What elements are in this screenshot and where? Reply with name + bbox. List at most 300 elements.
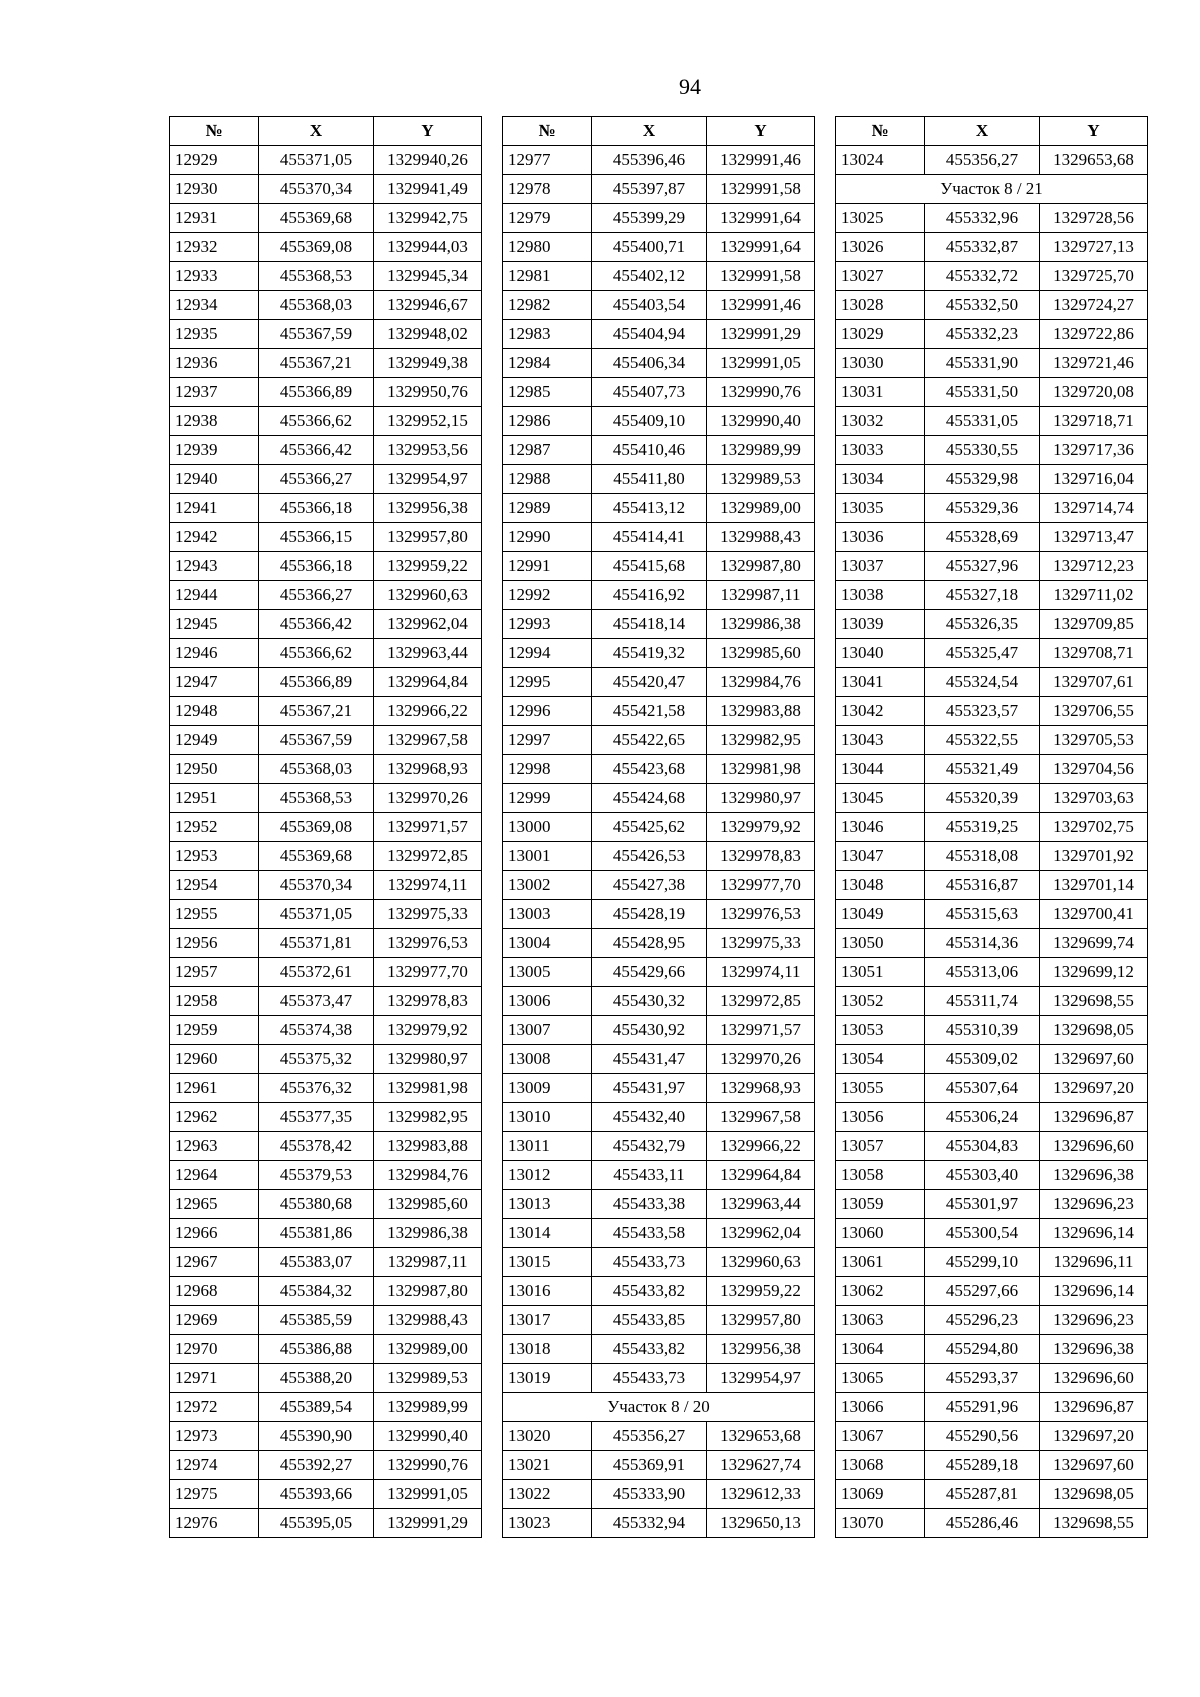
x-coordinate: 455426,53 bbox=[592, 842, 707, 871]
table-row bbox=[503, 900, 815, 929]
table-row bbox=[170, 1074, 482, 1103]
header-num: № bbox=[170, 117, 259, 146]
point-number: 12965 bbox=[170, 1190, 259, 1219]
y-coordinate: 1329701,14 bbox=[1040, 871, 1148, 900]
point-number: 13012 bbox=[503, 1161, 592, 1190]
point-number: 12956 bbox=[170, 929, 259, 958]
section-row bbox=[836, 175, 1148, 204]
y-coordinate: 1329962,04 bbox=[374, 610, 482, 639]
y-coordinate: 1329971,57 bbox=[374, 813, 482, 842]
table-row bbox=[503, 1132, 815, 1161]
x-coordinate: 455419,32 bbox=[592, 639, 707, 668]
table-row bbox=[170, 1393, 482, 1422]
point-number: 13049 bbox=[836, 900, 925, 929]
point-number: 12957 bbox=[170, 958, 259, 987]
point-number: 13036 bbox=[836, 523, 925, 552]
table-row bbox=[170, 378, 482, 407]
table-row bbox=[170, 146, 482, 175]
table-row bbox=[170, 1277, 482, 1306]
point-number: 12992 bbox=[503, 581, 592, 610]
table-row bbox=[836, 1277, 1148, 1306]
point-number: 13041 bbox=[836, 668, 925, 697]
point-number: 12995 bbox=[503, 668, 592, 697]
y-coordinate: 1329980,97 bbox=[374, 1045, 482, 1074]
y-coordinate: 1329963,44 bbox=[374, 639, 482, 668]
y-coordinate: 1329706,55 bbox=[1040, 697, 1148, 726]
table-row bbox=[170, 639, 482, 668]
table-row bbox=[836, 1451, 1148, 1480]
y-coordinate: 1329954,97 bbox=[374, 465, 482, 494]
table-row bbox=[836, 320, 1148, 349]
x-coordinate: 455367,59 bbox=[259, 320, 374, 349]
y-coordinate: 1329989,99 bbox=[707, 436, 815, 465]
x-coordinate: 455414,41 bbox=[592, 523, 707, 552]
table-row bbox=[503, 639, 815, 668]
table-row bbox=[836, 349, 1148, 378]
table-row bbox=[836, 639, 1148, 668]
y-coordinate: 1329698,05 bbox=[1040, 1480, 1148, 1509]
y-coordinate: 1329971,57 bbox=[707, 1016, 815, 1045]
table-row bbox=[503, 523, 815, 552]
x-coordinate: 455416,92 bbox=[592, 581, 707, 610]
point-number: 13034 bbox=[836, 465, 925, 494]
y-coordinate: 1329986,38 bbox=[374, 1219, 482, 1248]
point-number: 12935 bbox=[170, 320, 259, 349]
y-coordinate: 1329698,55 bbox=[1040, 1509, 1148, 1538]
x-coordinate: 455356,27 bbox=[925, 146, 1040, 175]
y-coordinate: 1329957,80 bbox=[707, 1306, 815, 1335]
point-number: 13017 bbox=[503, 1306, 592, 1335]
y-coordinate: 1329991,29 bbox=[707, 320, 815, 349]
table-row bbox=[836, 407, 1148, 436]
point-number: 13013 bbox=[503, 1190, 592, 1219]
table-row bbox=[836, 1480, 1148, 1509]
point-number: 12929 bbox=[170, 146, 259, 175]
y-coordinate: 1329707,61 bbox=[1040, 668, 1148, 697]
point-number: 13035 bbox=[836, 494, 925, 523]
x-coordinate: 455368,03 bbox=[259, 755, 374, 784]
point-number: 13046 bbox=[836, 813, 925, 842]
table-row bbox=[836, 1219, 1148, 1248]
point-number: 13010 bbox=[503, 1103, 592, 1132]
table-row bbox=[170, 581, 482, 610]
table-row bbox=[170, 1161, 482, 1190]
y-coordinate: 1329720,08 bbox=[1040, 378, 1148, 407]
point-number: 13055 bbox=[836, 1074, 925, 1103]
table-row bbox=[503, 175, 815, 204]
point-number: 13065 bbox=[836, 1364, 925, 1393]
table-row bbox=[836, 233, 1148, 262]
y-coordinate: 1329705,53 bbox=[1040, 726, 1148, 755]
y-coordinate: 1329989,00 bbox=[374, 1335, 482, 1364]
table-row bbox=[836, 204, 1148, 233]
point-number: 12981 bbox=[503, 262, 592, 291]
y-coordinate: 1329991,29 bbox=[374, 1509, 482, 1538]
point-number: 12997 bbox=[503, 726, 592, 755]
point-number: 12974 bbox=[170, 1451, 259, 1480]
table-row bbox=[503, 291, 815, 320]
x-coordinate: 455311,74 bbox=[925, 987, 1040, 1016]
x-coordinate: 455310,39 bbox=[925, 1016, 1040, 1045]
y-coordinate: 1329712,23 bbox=[1040, 552, 1148, 581]
table-row bbox=[503, 1451, 815, 1480]
x-coordinate: 455407,73 bbox=[592, 378, 707, 407]
y-coordinate: 1329976,53 bbox=[374, 929, 482, 958]
table-row bbox=[836, 1190, 1148, 1219]
x-coordinate: 455369,08 bbox=[259, 813, 374, 842]
point-number: 13009 bbox=[503, 1074, 592, 1103]
point-number: 12946 bbox=[170, 639, 259, 668]
x-coordinate: 455307,64 bbox=[925, 1074, 1040, 1103]
y-coordinate: 1329699,74 bbox=[1040, 929, 1148, 958]
y-coordinate: 1329956,38 bbox=[707, 1335, 815, 1364]
point-number: 12941 bbox=[170, 494, 259, 523]
point-number: 12952 bbox=[170, 813, 259, 842]
y-coordinate: 1329964,84 bbox=[707, 1161, 815, 1190]
point-number: 13026 bbox=[836, 233, 925, 262]
table-row bbox=[170, 1248, 482, 1277]
x-coordinate: 455433,58 bbox=[592, 1219, 707, 1248]
point-number: 13038 bbox=[836, 581, 925, 610]
y-coordinate: 1329696,23 bbox=[1040, 1306, 1148, 1335]
point-number: 12948 bbox=[170, 697, 259, 726]
point-number: 12991 bbox=[503, 552, 592, 581]
table-row bbox=[836, 755, 1148, 784]
x-coordinate: 455286,46 bbox=[925, 1509, 1040, 1538]
table-row bbox=[170, 552, 482, 581]
table-row bbox=[170, 813, 482, 842]
point-number: 12932 bbox=[170, 233, 259, 262]
point-number: 12943 bbox=[170, 552, 259, 581]
table-row bbox=[503, 1306, 815, 1335]
y-coordinate: 1329975,33 bbox=[374, 900, 482, 929]
y-coordinate: 1329989,99 bbox=[374, 1393, 482, 1422]
y-coordinate: 1329972,85 bbox=[374, 842, 482, 871]
x-coordinate: 455420,47 bbox=[592, 668, 707, 697]
x-coordinate: 455404,94 bbox=[592, 320, 707, 349]
point-number: 13001 bbox=[503, 842, 592, 871]
table-row bbox=[503, 1480, 815, 1509]
point-number: 12945 bbox=[170, 610, 259, 639]
x-coordinate: 455366,18 bbox=[259, 494, 374, 523]
y-coordinate: 1329650,13 bbox=[707, 1509, 815, 1538]
table-row bbox=[170, 262, 482, 291]
y-coordinate: 1329990,40 bbox=[374, 1422, 482, 1451]
y-coordinate: 1329968,93 bbox=[707, 1074, 815, 1103]
x-coordinate: 455397,87 bbox=[592, 175, 707, 204]
table-row bbox=[170, 1422, 482, 1451]
table-row bbox=[170, 349, 482, 378]
table-row bbox=[170, 697, 482, 726]
table-row bbox=[170, 175, 482, 204]
y-coordinate: 1329697,20 bbox=[1040, 1074, 1148, 1103]
y-coordinate: 1329991,46 bbox=[707, 146, 815, 175]
table-row bbox=[170, 204, 482, 233]
y-coordinate: 1329979,92 bbox=[374, 1016, 482, 1045]
table-row bbox=[170, 1335, 482, 1364]
point-number: 13028 bbox=[836, 291, 925, 320]
y-coordinate: 1329964,84 bbox=[374, 668, 482, 697]
y-coordinate: 1329974,11 bbox=[707, 958, 815, 987]
table-row bbox=[170, 291, 482, 320]
y-coordinate: 1329988,43 bbox=[374, 1306, 482, 1335]
point-number: 13005 bbox=[503, 958, 592, 987]
x-coordinate: 455383,07 bbox=[259, 1248, 374, 1277]
point-number: 13067 bbox=[836, 1422, 925, 1451]
x-coordinate: 455366,27 bbox=[259, 581, 374, 610]
table-row bbox=[503, 1248, 815, 1277]
point-number: 13019 bbox=[503, 1364, 592, 1393]
y-coordinate: 1329966,22 bbox=[374, 697, 482, 726]
x-coordinate: 455374,38 bbox=[259, 1016, 374, 1045]
table-row bbox=[503, 1422, 815, 1451]
x-coordinate: 455329,36 bbox=[925, 494, 1040, 523]
y-coordinate: 1329696,14 bbox=[1040, 1277, 1148, 1306]
point-number: 12955 bbox=[170, 900, 259, 929]
x-coordinate: 455296,23 bbox=[925, 1306, 1040, 1335]
x-coordinate: 455323,57 bbox=[925, 697, 1040, 726]
x-coordinate: 455366,89 bbox=[259, 668, 374, 697]
table-row bbox=[170, 436, 482, 465]
table-row bbox=[836, 871, 1148, 900]
x-coordinate: 455367,21 bbox=[259, 697, 374, 726]
y-coordinate: 1329728,56 bbox=[1040, 204, 1148, 233]
point-number: 12964 bbox=[170, 1161, 259, 1190]
point-number: 13057 bbox=[836, 1132, 925, 1161]
table-row bbox=[170, 494, 482, 523]
point-number: 12938 bbox=[170, 407, 259, 436]
table-row bbox=[170, 523, 482, 552]
y-coordinate: 1329991,05 bbox=[374, 1480, 482, 1509]
point-number: 13059 bbox=[836, 1190, 925, 1219]
point-number: 12962 bbox=[170, 1103, 259, 1132]
header-y: Y bbox=[707, 117, 815, 146]
y-coordinate: 1329989,53 bbox=[707, 465, 815, 494]
table-row bbox=[836, 697, 1148, 726]
x-coordinate: 455301,97 bbox=[925, 1190, 1040, 1219]
table-row bbox=[503, 871, 815, 900]
point-number: 12967 bbox=[170, 1248, 259, 1277]
y-coordinate: 1329722,86 bbox=[1040, 320, 1148, 349]
point-number: 12994 bbox=[503, 639, 592, 668]
y-coordinate: 1329940,26 bbox=[374, 146, 482, 175]
y-coordinate: 1329987,11 bbox=[374, 1248, 482, 1277]
table-row bbox=[503, 233, 815, 262]
point-number: 13022 bbox=[503, 1480, 592, 1509]
table-row bbox=[503, 1045, 815, 1074]
y-coordinate: 1329978,83 bbox=[707, 842, 815, 871]
x-coordinate: 455366,62 bbox=[259, 639, 374, 668]
point-number: 12937 bbox=[170, 378, 259, 407]
x-coordinate: 455306,24 bbox=[925, 1103, 1040, 1132]
header-y: Y bbox=[1040, 117, 1148, 146]
table-row bbox=[836, 1248, 1148, 1277]
header-row bbox=[836, 117, 1148, 146]
point-number: 13020 bbox=[503, 1422, 592, 1451]
x-coordinate: 455388,20 bbox=[259, 1364, 374, 1393]
point-number: 12940 bbox=[170, 465, 259, 494]
point-number: 13068 bbox=[836, 1451, 925, 1480]
table-row bbox=[170, 320, 482, 349]
y-coordinate: 1329988,43 bbox=[707, 523, 815, 552]
point-number: 12953 bbox=[170, 842, 259, 871]
y-coordinate: 1329960,63 bbox=[707, 1248, 815, 1277]
header-y: Y bbox=[374, 117, 482, 146]
point-number: 12963 bbox=[170, 1132, 259, 1161]
point-number: 12998 bbox=[503, 755, 592, 784]
table-row bbox=[836, 581, 1148, 610]
x-coordinate: 455431,97 bbox=[592, 1074, 707, 1103]
x-coordinate: 455393,66 bbox=[259, 1480, 374, 1509]
table-row bbox=[503, 958, 815, 987]
table-row bbox=[503, 1074, 815, 1103]
y-coordinate: 1329954,97 bbox=[707, 1364, 815, 1393]
x-coordinate: 455431,47 bbox=[592, 1045, 707, 1074]
x-coordinate: 455297,66 bbox=[925, 1277, 1040, 1306]
y-coordinate: 1329977,70 bbox=[707, 871, 815, 900]
point-number: 12951 bbox=[170, 784, 259, 813]
table-row bbox=[836, 813, 1148, 842]
point-number: 13056 bbox=[836, 1103, 925, 1132]
table-row bbox=[836, 1074, 1148, 1103]
y-coordinate: 1329984,76 bbox=[707, 668, 815, 697]
y-coordinate: 1329960,63 bbox=[374, 581, 482, 610]
table-row bbox=[170, 1016, 482, 1045]
table-row bbox=[503, 436, 815, 465]
y-coordinate: 1329950,76 bbox=[374, 378, 482, 407]
table-row bbox=[503, 610, 815, 639]
x-coordinate: 455402,12 bbox=[592, 262, 707, 291]
point-number: 13000 bbox=[503, 813, 592, 842]
y-coordinate: 1329612,33 bbox=[707, 1480, 815, 1509]
point-number: 12973 bbox=[170, 1422, 259, 1451]
table-row bbox=[170, 233, 482, 262]
y-coordinate: 1329711,02 bbox=[1040, 581, 1148, 610]
point-number: 13062 bbox=[836, 1277, 925, 1306]
y-coordinate: 1329991,64 bbox=[707, 233, 815, 262]
table-row bbox=[503, 262, 815, 291]
y-coordinate: 1329953,56 bbox=[374, 436, 482, 465]
table-row bbox=[836, 1045, 1148, 1074]
table-row bbox=[503, 784, 815, 813]
table-row bbox=[836, 1016, 1148, 1045]
y-coordinate: 1329717,36 bbox=[1040, 436, 1148, 465]
x-coordinate: 455379,53 bbox=[259, 1161, 374, 1190]
point-number: 13066 bbox=[836, 1393, 925, 1422]
table-row bbox=[503, 726, 815, 755]
y-coordinate: 1329721,46 bbox=[1040, 349, 1148, 378]
table-row bbox=[503, 755, 815, 784]
y-coordinate: 1329963,44 bbox=[707, 1190, 815, 1219]
x-coordinate: 455433,85 bbox=[592, 1306, 707, 1335]
y-coordinate: 1329696,11 bbox=[1040, 1248, 1148, 1277]
point-number: 12970 bbox=[170, 1335, 259, 1364]
table-row bbox=[170, 1480, 482, 1509]
x-coordinate: 455328,69 bbox=[925, 523, 1040, 552]
point-number: 13032 bbox=[836, 407, 925, 436]
table-row bbox=[836, 929, 1148, 958]
point-number: 13042 bbox=[836, 697, 925, 726]
table-row bbox=[503, 349, 815, 378]
x-coordinate: 455399,29 bbox=[592, 204, 707, 233]
x-coordinate: 455332,94 bbox=[592, 1509, 707, 1538]
table-row bbox=[170, 1451, 482, 1480]
y-coordinate: 1329718,71 bbox=[1040, 407, 1148, 436]
x-coordinate: 455428,95 bbox=[592, 929, 707, 958]
x-coordinate: 455371,05 bbox=[259, 900, 374, 929]
x-coordinate: 455300,54 bbox=[925, 1219, 1040, 1248]
x-coordinate: 455369,08 bbox=[259, 233, 374, 262]
y-coordinate: 1329716,04 bbox=[1040, 465, 1148, 494]
y-coordinate: 1329987,11 bbox=[707, 581, 815, 610]
point-number: 13011 bbox=[503, 1132, 592, 1161]
x-coordinate: 455409,10 bbox=[592, 407, 707, 436]
x-coordinate: 455318,08 bbox=[925, 842, 1040, 871]
y-coordinate: 1329697,60 bbox=[1040, 1045, 1148, 1074]
table-row bbox=[836, 1422, 1148, 1451]
point-number: 13004 bbox=[503, 929, 592, 958]
x-coordinate: 455375,32 bbox=[259, 1045, 374, 1074]
x-coordinate: 455367,21 bbox=[259, 349, 374, 378]
point-number: 13054 bbox=[836, 1045, 925, 1074]
point-number: 12931 bbox=[170, 204, 259, 233]
y-coordinate: 1329987,80 bbox=[707, 552, 815, 581]
table-row bbox=[503, 1219, 815, 1248]
x-coordinate: 455316,87 bbox=[925, 871, 1040, 900]
y-coordinate: 1329991,64 bbox=[707, 204, 815, 233]
point-number: 12944 bbox=[170, 581, 259, 610]
point-number: 12996 bbox=[503, 697, 592, 726]
table-row bbox=[836, 291, 1148, 320]
table-row bbox=[503, 1277, 815, 1306]
table-row bbox=[170, 465, 482, 494]
x-coordinate: 455321,49 bbox=[925, 755, 1040, 784]
x-coordinate: 455309,02 bbox=[925, 1045, 1040, 1074]
table-row bbox=[170, 958, 482, 987]
point-number: 12990 bbox=[503, 523, 592, 552]
x-coordinate: 455430,92 bbox=[592, 1016, 707, 1045]
point-number: 12933 bbox=[170, 262, 259, 291]
x-coordinate: 455373,47 bbox=[259, 987, 374, 1016]
table-row bbox=[836, 1364, 1148, 1393]
x-coordinate: 455330,55 bbox=[925, 436, 1040, 465]
x-coordinate: 455424,68 bbox=[592, 784, 707, 813]
y-coordinate: 1329703,63 bbox=[1040, 784, 1148, 813]
point-number: 13008 bbox=[503, 1045, 592, 1074]
point-number: 12978 bbox=[503, 175, 592, 204]
table-row bbox=[170, 1509, 482, 1538]
table-row bbox=[836, 668, 1148, 697]
x-coordinate: 455413,12 bbox=[592, 494, 707, 523]
point-number: 13051 bbox=[836, 958, 925, 987]
y-coordinate: 1329942,75 bbox=[374, 204, 482, 233]
table-row bbox=[170, 1103, 482, 1132]
y-coordinate: 1329653,68 bbox=[707, 1422, 815, 1451]
y-coordinate: 1329945,34 bbox=[374, 262, 482, 291]
y-coordinate: 1329975,33 bbox=[707, 929, 815, 958]
x-coordinate: 455429,66 bbox=[592, 958, 707, 987]
header-num: № bbox=[503, 117, 592, 146]
point-number: 13016 bbox=[503, 1277, 592, 1306]
y-coordinate: 1329696,23 bbox=[1040, 1190, 1148, 1219]
y-coordinate: 1329698,05 bbox=[1040, 1016, 1148, 1045]
table-row bbox=[836, 610, 1148, 639]
x-coordinate: 455327,18 bbox=[925, 581, 1040, 610]
table-row bbox=[170, 842, 482, 871]
table-row bbox=[503, 407, 815, 436]
y-coordinate: 1329944,03 bbox=[374, 233, 482, 262]
y-coordinate: 1329984,76 bbox=[374, 1161, 482, 1190]
